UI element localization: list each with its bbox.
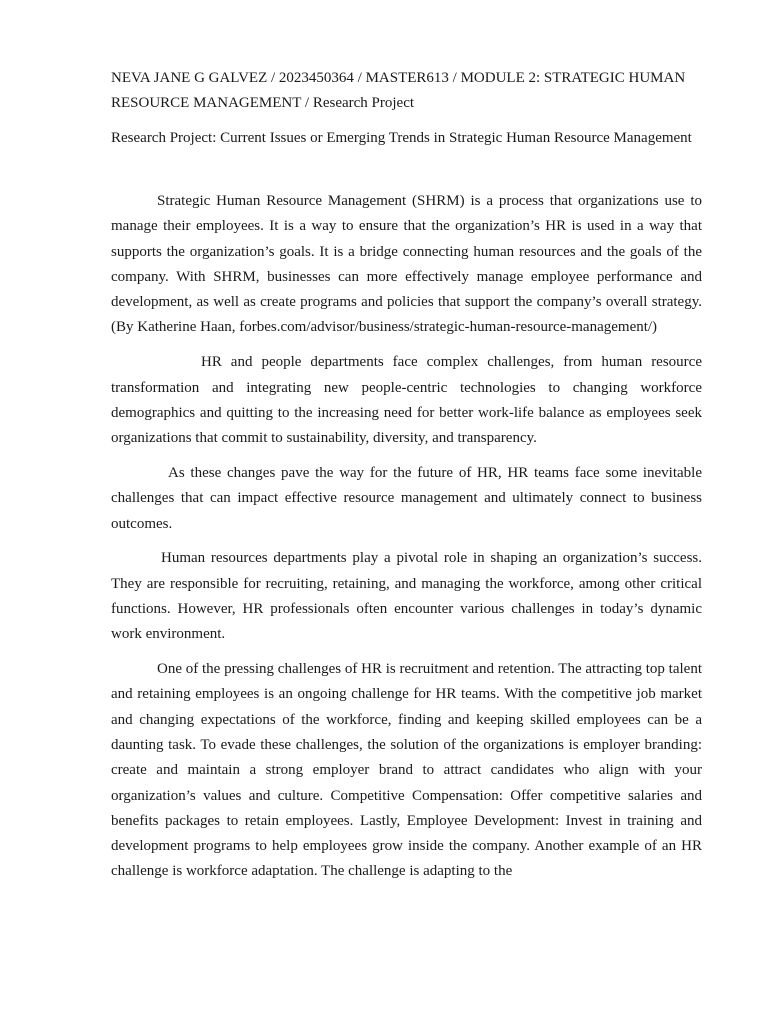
paragraph-recruitment-retention: One of the pressing challenges of HR is recruitment and retention. The attracting top talent and retaining employees is an ongoing challenge for HR teams. With the competitive job market and changing expectations of the workforce, finding and keeping skilled employees can be a daunting task. To evade these challenges, the solution of the organizations is employer branding: create and maintain a strong employer brand to attract candidates who align with your organization’s values and culture. Competitive Compensation: Offer competitive salaries and benefits packages to retain employees. Lastly, Employee Development: Invest in training and development programs to help employees grow inside the company. Another example of an HR challenge is workforce adaptation. The challenge is adapting to the [111, 661, 702, 880]
paragraph-shrm-definition: Strategic Human Resource Management (SHRM) is a process that organizations use to manage their employees. It is a way to ensure that the organization’s HR is used in a way that supports the organization’s goals. It is a bridge connecting human resources and the goals of the company. With SHRM, businesses can more effectively manage employee performance and development, as well as create programs and policies that support the company’s overall strategy. (By Katherine Haan, forbes.com/advisor/business/strategic-human-resource-management/) [111, 193, 702, 336]
project-title: Research Project: Current Issues or Emerging Trends in Strategic Human Resource Management [111, 130, 692, 146]
paragraph-future-of-hr: As these changes pave the way for the future of HR, HR teams face some inevitable challenges that can impact effective resource management and ultimately connect to business outcomes. [111, 464, 702, 532]
paragraph-hr-role: Human resources departments play a pivotal role in shaping an organization’s success. They are responsible for recruiting, retaining, and managing the workforce, among other critical functions. However, HR professionals often encounter various challenges in today’s dynamic work environment. [111, 550, 702, 643]
document-page [111, 66, 702, 894]
paragraph-hr-challenges: HR and people departments face complex challenges, from human resource transformation and integrating new people-centric technologies to changing workforce demographics and quitting to the increasing need for better work-life balance as employees seek organizations that commit to sustainability, diversity, and transparency. [111, 354, 702, 447]
document-header: NEVA JANE G GALVEZ / 2023450364 / MASTER613 / MODULE 2: STRATEGIC HUMAN RESOURCE MANAGEMENT / Research Project [111, 70, 686, 111]
